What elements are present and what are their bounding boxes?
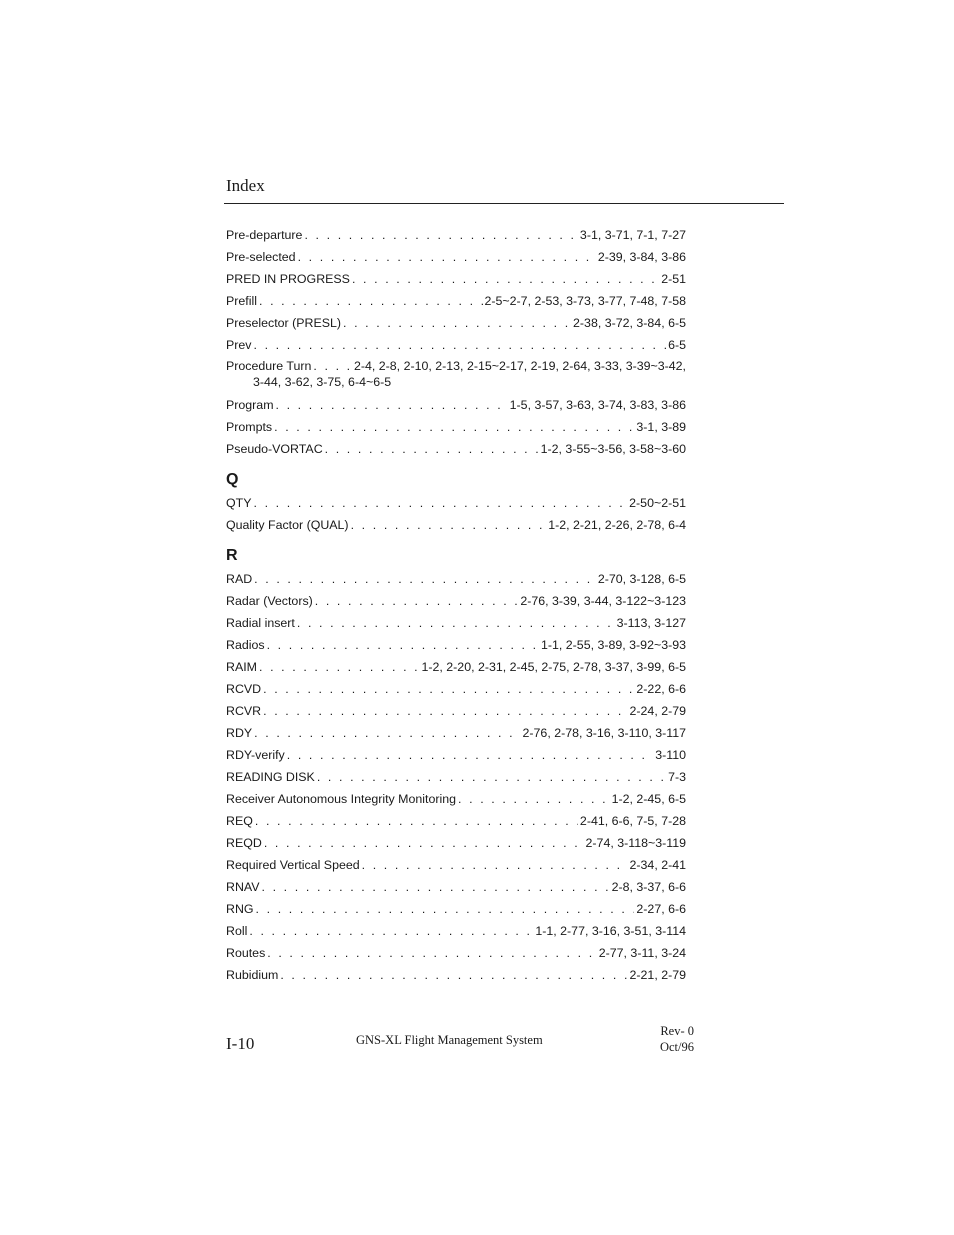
- index-term: Radios: [226, 638, 265, 652]
- dot-leader: [249, 922, 533, 940]
- index-entry: [226, 856, 686, 878]
- section-letter: R: [226, 547, 238, 564]
- index-term: RDY: [226, 726, 253, 740]
- index-term: Prev: [226, 338, 252, 352]
- index-page-refs: 2-22, 6-6: [636, 682, 686, 696]
- index-term: Rubidium: [226, 968, 279, 982]
- page-header-title: Index: [226, 176, 265, 195]
- index-term: Radial insert: [226, 616, 295, 630]
- dot-leader: [362, 856, 628, 874]
- index-page-refs: 2-39, 3-84, 3-86: [597, 250, 686, 264]
- index-page-refs: 2-38, 3-72, 3-84, 6-5: [573, 316, 686, 330]
- index-entry: [226, 396, 686, 418]
- index-entry: [226, 292, 686, 314]
- dot-leader: [325, 440, 539, 458]
- dot-leader: [297, 614, 615, 632]
- index-entry: [226, 900, 686, 922]
- dot-leader: [253, 494, 627, 512]
- index-term: Required Vertical Speed: [226, 858, 360, 872]
- index-entry: [226, 922, 686, 944]
- index-entry: [226, 440, 686, 462]
- index-entry: [226, 418, 686, 440]
- index-page-refs: 7-3: [668, 770, 686, 784]
- index-page-refs: 2-76, 3-39, 3-44, 3-122~3-123: [520, 594, 686, 608]
- index-entry: [226, 658, 686, 680]
- dot-leader: [267, 944, 596, 962]
- index-entry: [226, 570, 686, 592]
- dot-leader: [263, 702, 627, 720]
- dot-leader: [274, 418, 634, 436]
- index-entry: [226, 358, 686, 396]
- dot-leader: [259, 292, 483, 310]
- dot-leader: [262, 878, 610, 896]
- dot-leader: [304, 226, 577, 244]
- index-entry: [226, 680, 686, 702]
- dot-leader: [287, 746, 653, 764]
- index-entry: [226, 614, 686, 636]
- index-entry: [226, 336, 686, 358]
- index-term: RNAV: [226, 880, 260, 894]
- index-term: Pre-selected: [226, 250, 296, 264]
- footer-revision-date: Oct/96: [659, 1040, 694, 1054]
- index-page-refs: 2-4, 2-8, 2-10, 2-13, 2-15~2-17, 2-19, 2-64, 3-33, 3-39~3-42,: [353, 359, 686, 373]
- footer-revision-label: Rev- 0: [660, 1024, 694, 1038]
- index-page-refs: 1-2, 3-55~3-56, 3-58~3-60: [540, 442, 686, 456]
- index-term: QTY: [226, 496, 252, 510]
- dot-leader: [254, 570, 596, 588]
- footer-page-number: I-10: [226, 1034, 255, 1053]
- index-term: PRED IN PROGRESS: [226, 272, 350, 286]
- dot-leader: [351, 516, 547, 534]
- index-page-refs: 3-110: [655, 748, 686, 762]
- dot-leader: [298, 248, 596, 266]
- index-term: Procedure Turn: [226, 359, 312, 373]
- index-list: [226, 226, 686, 988]
- index-term: Roll: [226, 924, 248, 938]
- index-page-refs: 3-1, 3-71, 7-1, 7-27: [579, 228, 686, 242]
- footer-revision: [630, 1023, 694, 1055]
- index-page-refs: 2-41, 6-6, 7-5, 7-28: [579, 814, 686, 828]
- index-term: Prompts: [226, 420, 273, 434]
- index-page-refs: 2-21, 2-79: [629, 968, 686, 982]
- index-term: Prefill: [226, 294, 257, 308]
- index-term: RAIM: [226, 660, 257, 674]
- index-term: Quality Factor (QUAL): [226, 518, 349, 532]
- index-entry: [226, 248, 686, 270]
- index-term: RCVR: [226, 704, 262, 718]
- index-entry: [226, 966, 686, 988]
- index-entry: [226, 636, 686, 658]
- index-page-refs: 2-8, 3-37, 6-6: [611, 880, 686, 894]
- index-term: REQ: [226, 814, 253, 828]
- index-entry: [226, 702, 686, 724]
- index-entry: [226, 516, 686, 538]
- index-page-refs: 2-51: [661, 272, 686, 286]
- index-term: RCVD: [226, 682, 262, 696]
- dot-leader: [256, 900, 635, 918]
- index-term: RAD: [226, 572, 253, 586]
- dot-leader: [317, 768, 666, 786]
- index-page-refs: 6-5: [668, 338, 686, 352]
- dot-leader: [259, 658, 420, 676]
- index-page-refs: 2-70, 3-128, 6-5: [597, 572, 686, 586]
- index-term: Radar (Vectors): [226, 594, 313, 608]
- dot-leader: [458, 790, 610, 808]
- index-term: Program: [226, 398, 274, 412]
- index-entry: [226, 746, 686, 768]
- index-entry: [226, 790, 686, 812]
- index-page-refs: 3-1, 3-89: [636, 420, 686, 434]
- index-entry: [226, 270, 686, 292]
- index-term: REQD: [226, 836, 262, 850]
- dot-leader: [313, 358, 352, 374]
- index-term: RDY-verify: [226, 748, 285, 762]
- index-page-refs: 1-1, 2-77, 3-16, 3-51, 3-114: [535, 924, 686, 938]
- index-term: RNG: [226, 902, 254, 916]
- index-page-refs: 1-5, 3-57, 3-63, 3-74, 3-83, 3-86: [509, 398, 686, 412]
- dot-leader: [276, 396, 508, 414]
- dot-leader: [343, 314, 571, 332]
- index-page-refs: 2-34, 2-41: [629, 858, 686, 872]
- index-entry: [226, 812, 686, 834]
- index-page-refs: 2-5~2-7, 2-53, 3-73, 3-77, 7-48, 7-58: [484, 294, 686, 308]
- index-page-refs: 2-74, 3-118~3-119: [585, 836, 686, 850]
- dot-leader: [280, 966, 627, 984]
- index-term: Preselector (PRESL): [226, 316, 341, 330]
- dot-leader: [253, 336, 666, 354]
- index-page-refs: 3-113, 3-127: [616, 616, 686, 630]
- dot-leader: [315, 592, 519, 610]
- dot-leader: [267, 636, 539, 654]
- header-rule: [224, 203, 784, 204]
- index-page-refs: 2-77, 3-11, 3-24: [598, 946, 686, 960]
- dot-leader: [264, 834, 584, 852]
- index-entry: [226, 314, 686, 336]
- index-page-refs: 2-24, 2-79: [629, 704, 686, 718]
- index-term: Pre-departure: [226, 228, 303, 242]
- index-entry: [226, 724, 686, 746]
- index-page-refs: 2-50~2-51: [629, 496, 686, 510]
- index-page-refs: 1-2, 2-45, 6-5: [611, 792, 686, 806]
- index-entry: [226, 834, 686, 856]
- index-page-refs: 1-2, 2-21, 2-26, 2-78, 6-4: [548, 518, 686, 532]
- index-page-refs: 2-27, 6-6: [636, 902, 686, 916]
- index-entry: [226, 226, 686, 248]
- dot-leader: [255, 812, 578, 830]
- index-page-refs: 1-2, 2-20, 2-31, 2-45, 2-75, 2-78, 3-37, 3-99, 6-5: [421, 660, 686, 674]
- footer-document-title: GNS-XL Flight Management System: [356, 1033, 543, 1047]
- dot-leader: [352, 270, 659, 288]
- index-entry: [226, 878, 686, 900]
- index-term: Pseudo-VORTAC: [226, 442, 323, 456]
- dot-leader: [263, 680, 634, 698]
- index-entry: [226, 494, 686, 516]
- index-page-refs: 2-76, 2-78, 3-16, 3-110, 3-117: [522, 726, 686, 740]
- index-page-refs-continued: 3-44, 3-62, 3-75, 6-4~6-5: [253, 375, 392, 389]
- section-letter: Q: [226, 471, 239, 488]
- index-entry: [226, 592, 686, 614]
- index-page-refs: 1-1, 2-55, 3-89, 3-92~3-93: [541, 638, 686, 652]
- index-term: READING DISK: [226, 770, 315, 784]
- index-entry: [226, 944, 686, 966]
- index-entry: [226, 768, 686, 790]
- dot-leader: [254, 724, 520, 742]
- index-term: Routes: [226, 946, 266, 960]
- index-term: Receiver Autonomous Integrity Monitoring: [226, 792, 457, 806]
